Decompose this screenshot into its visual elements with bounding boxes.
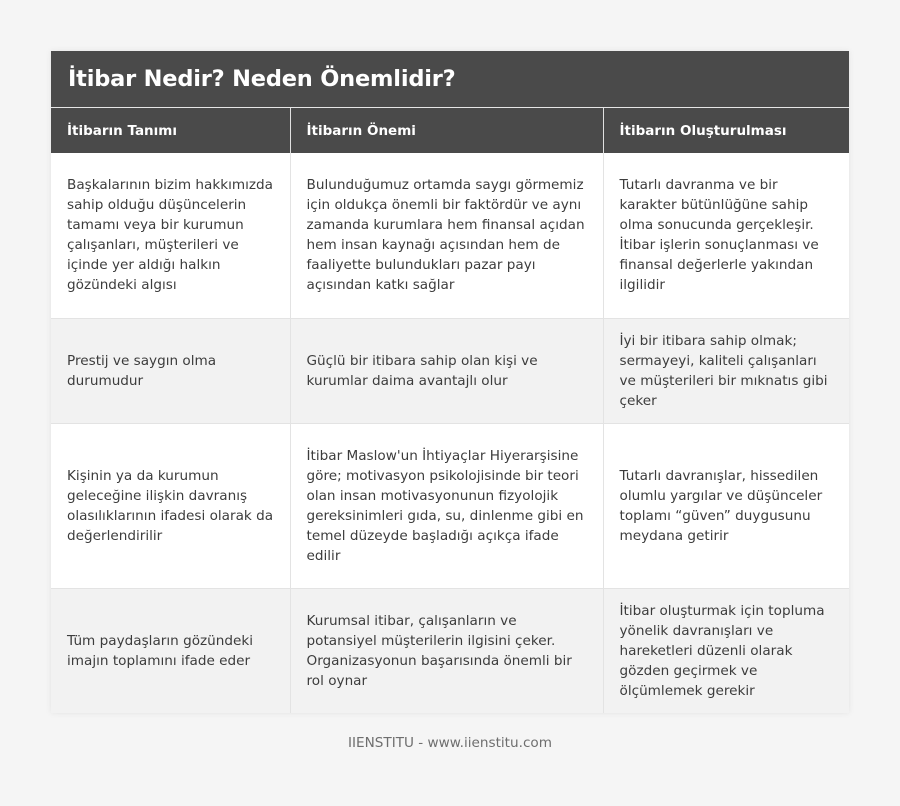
column-header-importance: İtibarın Önemi [290, 108, 603, 153]
table-row [51, 153, 849, 318]
table-title: İtibar Nedir? Neden Önemlidir? [68, 66, 456, 92]
table-cell: Tüm paydaşların gözündeki imajın toplamını ifade eder [51, 588, 290, 713]
table-cell: Tutarlı davranma ve bir karakter bütünlüğüne sahip olma sonucunda gerçekleşir. İtibar işlerin sonuçlanması ve finansal değerlerle yakından ilgilidir [603, 153, 849, 318]
table-cell: Kurumsal itibar, çalışanların ve potansiyel müşterilerin ilgisini çeker. Organizasyonun başarısında önemli bir rol oynar [290, 588, 603, 713]
info-table [51, 108, 849, 713]
table-cell: Kişinin ya da kurumun geleceğine ilişkin davranış olasılıklarının ifadesi olarak da değerlendirilir [51, 423, 290, 588]
table-cell: Güçlü bir itibara sahip olan kişi ve kurumlar daima avantajlı olur [290, 318, 603, 423]
table-cell: Bulunduğumuz ortamda saygı görmemiz için oldukça önemli bir faktördür ve aynı zamanda kurumlara hem finansal açıdan hem insan kaynağı açısından hem de faaliyette bulundukları pazar payı açısından katkı sağlar [290, 153, 603, 318]
table-title-bar [51, 51, 849, 108]
table-row [51, 423, 849, 588]
table-header-row [51, 108, 849, 153]
column-header-building: İtibarın Oluşturulması [603, 108, 849, 153]
column-header-definition: İtibarın Tanımı [51, 108, 290, 153]
table-cell: Başkalarının bizim hakkımızda sahip olduğu düşüncelerin tamamı veya bir kurumun çalışanları, müşterileri ve içinde yer aldığı halkın gözündeki algısı [51, 153, 290, 318]
table-cell: Prestij ve saygın olma durumudur [51, 318, 290, 423]
table-row [51, 588, 849, 713]
table-cell: Tutarlı davranışlar, hissedilen olumlu yargılar ve düşünceler toplamı “güven” duygusunu meydana getirir [603, 423, 849, 588]
table-cell: İyi bir itibara sahip olmak; sermayeyi, kaliteli çalışanları ve müşterileri bir mıknatıs gibi çeker [603, 318, 849, 423]
table-cell: İtibar Maslow'un İhtiyaçlar Hiyerarşisine göre; motivasyon psikolojisinde bir teori olan insan motivasyonunun fizyolojik gereksinimleri gıda, su, dinlenme gibi en temel düzeyde başladığı açıkça ifade edilir [290, 423, 603, 588]
table-cell: İtibar oluşturmak için topluma yönelik davranışları ve hareketleri düzenli olarak gözden geçirmek ve ölçümlemek gerekir [603, 588, 849, 713]
footer-credit: IIENSTITU - www.iienstitu.com [348, 735, 552, 751]
table-row [51, 318, 849, 423]
info-table-card [51, 51, 849, 713]
